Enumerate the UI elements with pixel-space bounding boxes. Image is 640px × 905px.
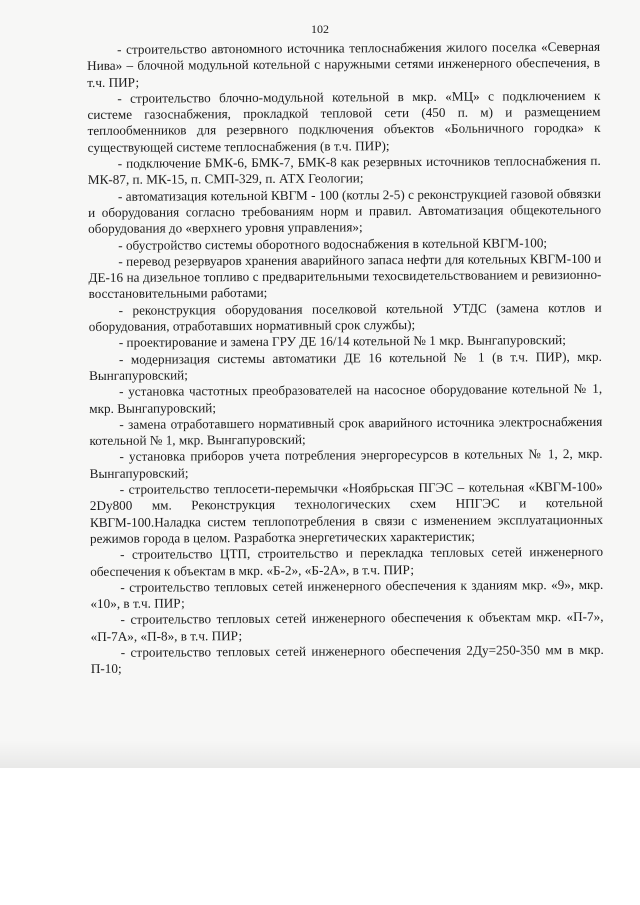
list-item: - строительство тепловых сетей инженерного обеспечения к объектам мкр. «П-7», «П-7А», «П-8», в т.ч. ПИР; — [90, 609, 604, 644]
page-number: 102 — [311, 22, 329, 36]
list-item: - обустройство системы оборотного водоснабжения в котельной КВГМ-100; — [118, 234, 548, 253]
list-item: - проектирование и замена ГРУ ДЕ 16/14 котельной № 1 мкр. Вынгапуровский; — [118, 332, 566, 351]
list-item: - реконструкция оборудования поселковой котельной УТДС (замена котлов и оборудования, отработавших нормативный срок службы); — [88, 299, 602, 335]
list-item: - строительство теплосети-перемычки «Ноябрьская ПГЭС – котельная «КВГМ-100» 2Dy800 мм. Реконструкция технологических схем НПГЭС и котельной КВГМ-100.Наладка систем теплопотребления в связи с изменением эксплуатационных режимов города в целом. Разработка энергетических характеристик; — [89, 478, 603, 546]
list-item: - установка приборов учета потребления энергоресурсов в котельных № 1, 2, мкр. Вынгапуровский; — [89, 446, 603, 481]
list-item: - перевод резервуаров хранения аварийного запаса нефти для котельных КВГМ-100 и ДЕ-16 на дизельное топливо с предварительными техосвидетельствованием и ревизионно-восстановительными работами; — [88, 250, 602, 302]
document-body — [87, 39, 604, 678]
list-item: - строительство тепловых сетей инженерного обеспечения 2Ду=250-350 мм в мкр. П-10; — [90, 641, 604, 677]
scan-edge-shadow — [0, 740, 640, 768]
list-item: - строительство ЦТП, строительство и перекладка тепловых сетей инженерного обеспечения к объектам в мкр. «Б-2», «Б-2А», в т.ч. ПИР; — [90, 544, 604, 579]
list-item: - автоматизация котельной КВГМ - 100 (котлы 2-5) с реконструкцией газовой обвязки и оборудования согласно требованиям норм и правил. Автоматизация общекотельного оборудования до «верхнего уровня управления»; — [87, 185, 602, 237]
list-item: - подключение БМК-6, БМК-7, БМК-8 как резервных источников теплоснабжения п. МК-87, п. МК-15, п. СМП-329, п. АТХ Геологии; — [87, 152, 601, 188]
list-item: - строительство блочно-модульной котельной в мкр. «МЦ» с подключением к системе газоснабжения, прокладкой тепловой сети (450 п. м) и размещением теплообменников для резервного подключения объектов «Больничного городка» к существующей системе теплоснабжения (в т.ч. ПИР); — [87, 87, 601, 155]
list-item: - строительство автономного источника теплоснабжения жилого поселка «Северная Нива» – блочной модульной котельной с наружными сетями инженерного обеспечения, в т.ч. ПИР; — [87, 38, 601, 90]
list-item: - замена отработавшего нормативный срок аварийного источника электроснабжения котельной № 1, мкр. Вынгапуровский; — [89, 413, 603, 449]
list-item: - установка частотных преобразователей на насосное оборудование котельной № 1, мкр. Вынгапуровский; — [89, 381, 603, 416]
list-item: - строительство тепловых сетей инженерного обеспечения к зданиям мкр. «9», мкр. «10», в т.ч. ПИР; — [90, 576, 604, 612]
list-item: - модернизация системы автоматики ДЕ 16 котельной № 1 (в т.ч. ПИР), мкр. Вынгапуровский; — [88, 348, 602, 383]
